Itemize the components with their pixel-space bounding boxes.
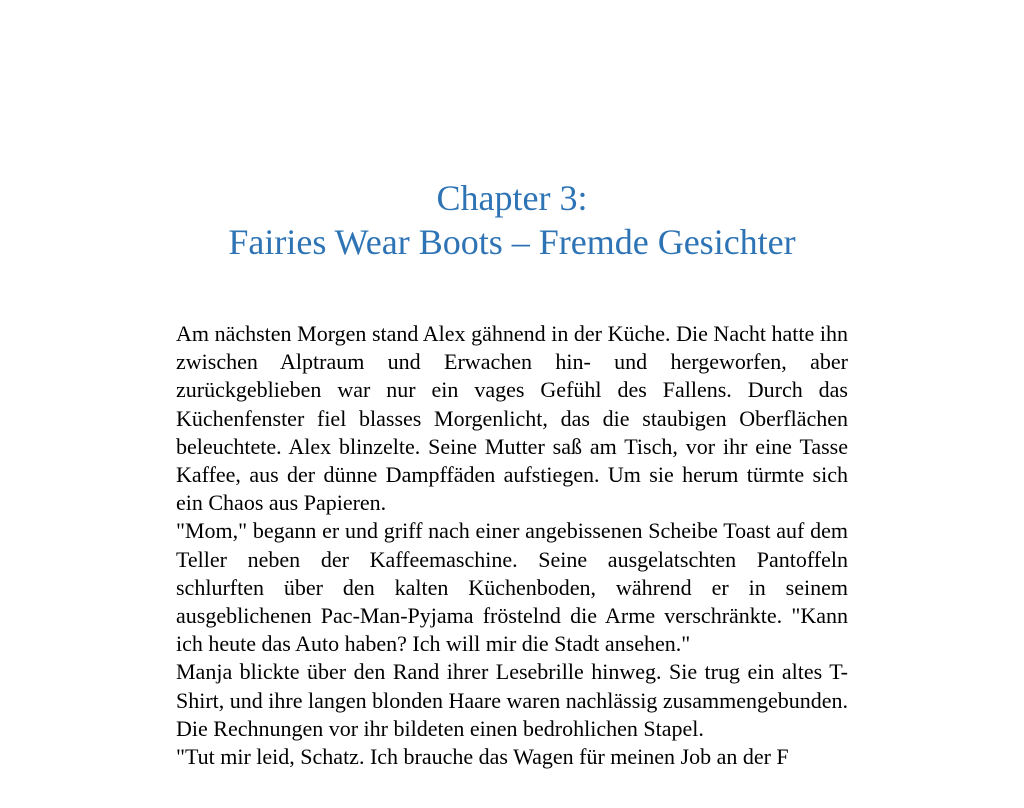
body-text xyxy=(176,320,848,771)
chapter-heading xyxy=(0,176,1024,264)
chapter-title: Fairies Wear Boots – Fremde Gesichter xyxy=(228,222,796,262)
paragraph: Am nächsten Morgen stand Alex gähnend in der Küche. Die Nacht hatte ihn zwischen Alptraum und Erwachen hin- und hergeworfen, aber zurückgeblieben war nur ein vages Gefühl des Fallens. Durch das Küchenfenster fiel blasses Morgenlicht, das die staubigen Oberflächen beleuchtete. Alex blinzelte. Seine Mutter saß am Tisch, vor ihr eine Tasse Kaffee, aus der dünne Dampffäden aufstiegen. Um sie herum türmte sich ein Chaos aus Papieren. xyxy=(176,321,848,516)
paragraph: "Tut mir leid, Schatz. Ich brauche das Wagen für meinen Job an der F xyxy=(176,744,789,770)
chapter-number: Chapter 3: xyxy=(436,178,588,218)
paragraph: "Mom," begann er und griff nach einer angebissenen Scheibe Toast auf dem Teller neben der Kaffeemaschine. Seine ausgelatschten Pantoffeln schlurften über den kalten Küchenboden, während er in seinem ausgeblichenen Pac-Man-Pyjama fröstelnd die Arme verschränkte. "Kann ich heute das Auto haben? Ich will mir die Stadt ansehen." xyxy=(176,518,848,657)
paragraph: Manja blickte über den Rand ihrer Lesebrille hinweg. Sie trug ein altes T-Shirt, und ihre langen blonden Haare waren nachlässig zusammengebunden. Die Rechnungen vor ihr bildeten einen bedrohlichen Stapel. xyxy=(176,659,849,741)
